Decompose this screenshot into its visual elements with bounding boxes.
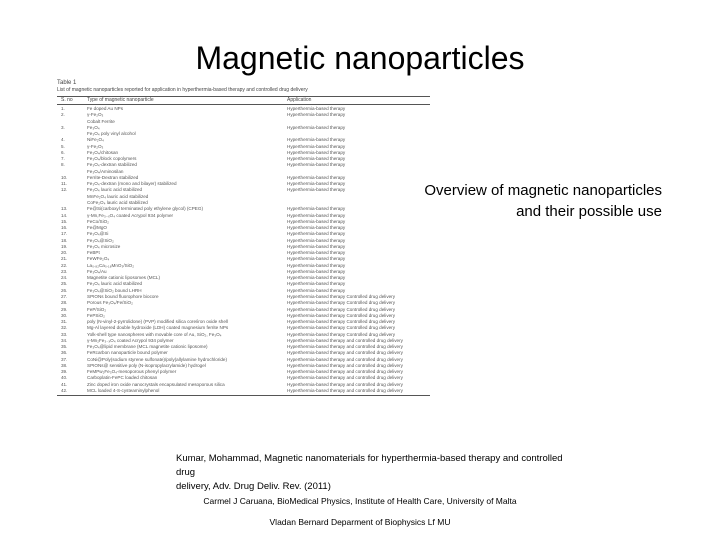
row-number: 38. — [61, 362, 68, 368]
reference-line-1: Kumar, Mohammad, Magnetic nanomaterials for hyperthermia-based therapy and controlled drug — [176, 453, 563, 478]
row-application: Hyperthermia-based therapy and controlled drug delivery — [287, 362, 403, 368]
row-application: Hyperthermia-based therapy and controlled drug delivery — [287, 356, 403, 362]
row-number: 39. — [61, 369, 68, 375]
row-type: Ferrite-Dextran stabilized — [87, 174, 139, 180]
row-number: 4. — [61, 137, 65, 143]
table-header-rule — [57, 104, 430, 105]
row-number: 18. — [61, 237, 68, 243]
row-type: La₀.₈₂Ca₀.₁₈MnO₃/SiO₂ — [87, 262, 135, 268]
row-type: FeCo/SiO₂ — [87, 218, 109, 224]
row-application: Hyperthermia-based therapy — [287, 174, 346, 180]
row-application: Hyperthermia-based therapy — [287, 212, 346, 218]
overview-line-1: Overview of magnetic nanoparticles — [424, 182, 662, 199]
row-application: Hyperthermia-based therapy — [287, 268, 346, 274]
row-application: Hyperthermia-based therapy — [287, 275, 346, 281]
row-number: 8. — [61, 162, 65, 168]
row-number: 13. — [61, 206, 68, 212]
row-application: Hyperthermia-based therapy — [287, 162, 346, 168]
row-number: 5. — [61, 143, 65, 149]
row-type: FePSiO₂ — [87, 312, 105, 318]
row-type: Fe₃O₄@SiO₂ — [87, 237, 114, 243]
author-credit: Carmel J Caruana, BioMedical Physics, Institute of Health Care, University of Malta — [203, 496, 517, 506]
header-application: Application — [287, 97, 312, 103]
row-number: 22. — [61, 262, 68, 268]
row-type: MCL loaded 4-S-cysteaminylphenol — [87, 387, 160, 393]
row-application: Hyperthermia-based therapy and controlled drug delivery — [287, 369, 403, 375]
row-type: Fe₃O₄/Aminosilan — [87, 168, 124, 174]
row-type: Fe₃O₄/chitosan — [87, 149, 119, 155]
row-number: 26. — [61, 287, 68, 293]
row-type: Fe@MgO — [87, 225, 107, 231]
row-type: SPIONs bound fluorophore biocore — [87, 293, 159, 299]
row-application: Hyperthermia-based therapy and controlled drug delivery — [287, 381, 403, 387]
row-number: 11. — [61, 181, 68, 187]
row-type: Zinc doped iron oxide nanocrystals encapsulated mesoporous silica — [87, 381, 225, 387]
row-type: Cobalt Ferrite — [87, 118, 115, 124]
row-number: 6. — [61, 149, 65, 155]
row-type: γ-Mn₂Fe₃₋ₓO₄ coated Acrypol 934 polymer — [87, 337, 174, 343]
row-number: 20. — [61, 250, 68, 256]
row-application: Hyperthermia-based therapy and controlled drug delivery — [287, 344, 403, 350]
row-application: Hyperthermia-based therapy Controlled drug delivery — [287, 293, 396, 299]
row-type: Fe₃O₄/Au — [87, 268, 107, 274]
row-application: Hyperthermia-based therapy and controlled drug delivery — [287, 375, 403, 381]
row-type: Fe₃O₄/block copolymers — [87, 156, 137, 162]
row-type: Fe@Si(carboxyl terminated poly ethylene glycol) (CPEG) — [87, 206, 203, 212]
row-number: 35. — [61, 344, 68, 350]
row-number: 25. — [61, 281, 68, 287]
row-type: Fe₃O₄-dextran stabilized — [87, 162, 137, 168]
row-application: Hyperthermia-based therapy — [287, 187, 346, 193]
table-label: Table 1 — [57, 80, 77, 86]
reference-line-2: delivery, Adv. Drug Deliv. Rev. (2011) — [176, 481, 331, 492]
row-type: Carboplatin-FePC loaded chitosan — [87, 375, 158, 381]
slide-title: Magnetic nanoparticles — [195, 40, 525, 76]
row-number: 23. — [61, 268, 68, 274]
header-type: Type of magnetic nanoparticle — [87, 97, 154, 103]
row-type: γ-Fe₂O₃ — [87, 112, 104, 118]
row-type: Fe₃O₄@Si — [87, 231, 109, 237]
row-type: Fe₃O₄@SiO₂ bound LHRH — [87, 287, 142, 293]
department-credit: Vladan Bernard Deparment of Biophysics Lf MU — [269, 517, 451, 527]
header-sno: S. no — [61, 97, 73, 103]
row-number: 10. — [61, 174, 68, 180]
row-type: FeP/SiO₂ — [87, 306, 107, 312]
row-number: 33. — [61, 331, 68, 337]
row-number: 28. — [61, 300, 68, 306]
table-row — [57, 388, 430, 394]
row-application: Hyperthermia-based therapy Controlled drug delivery — [287, 300, 396, 306]
row-type: Fe₃O₄ — [87, 124, 100, 130]
row-number: 27. — [61, 293, 68, 299]
row-application: Hyperthermia-based therapy Controlled drug delivery — [287, 312, 396, 318]
row-number: 19. — [61, 243, 68, 249]
row-type: Fe doped Au NPs — [87, 106, 124, 111]
row-number: 36. — [61, 350, 68, 356]
reference-citation — [176, 452, 576, 494]
row-application: Hyperthermia-based therapy Controlled drug delivery — [287, 306, 396, 312]
overview-caption — [370, 180, 662, 222]
row-application: Hyperthermia-based therapy — [287, 181, 346, 187]
row-type: FeWFe₂O₄ — [87, 256, 110, 262]
row-application: Hyperthermia-based therapy — [287, 106, 346, 111]
row-application: Hyperthermia-based therapy — [287, 206, 346, 212]
row-application: Hyperthermia-based therapy — [287, 243, 346, 249]
row-application: Hyperthermia-based therapy — [287, 112, 346, 118]
row-type: Fe₃O₄ poly vinyl alcohol — [87, 131, 136, 137]
row-type: Fe₃O₄ lauric acid stabilized — [87, 187, 143, 193]
row-type: FeBPt — [87, 250, 100, 256]
row-type: FeMPw₂Fe₃O₄-mesoporous phenyl polymer — [87, 369, 177, 375]
row-application: Hyperthermia-based therapy — [287, 225, 346, 231]
row-application: Hyperthermia-based therapy and controlled drug delivery — [287, 350, 403, 356]
row-application: Hyperthermia-based therapy — [287, 137, 346, 143]
row-application: Hyperthermia-based therapy — [287, 124, 346, 130]
row-application: Hyperthermia-based therapy — [287, 218, 346, 224]
row-number: 14. — [61, 212, 68, 218]
row-application: Hyperthermia-based therapy — [287, 237, 346, 243]
row-application: Hyperthermia-based therapy — [287, 262, 346, 268]
row-number: 1. — [61, 106, 65, 111]
table-bottom-rule — [57, 395, 430, 396]
row-type: Fe₃O₄-dextran (mono and bilayer) stabilized — [87, 181, 177, 187]
row-number: 34. — [61, 337, 68, 343]
row-number: 37. — [61, 356, 68, 362]
row-number: 42. — [61, 387, 68, 393]
table-caption: List of magnetic nanoparticles reported for application in hyperthermia-based therapy and controlled drug delivery — [57, 87, 308, 93]
row-application: Hyperthermia-based therapy — [287, 281, 346, 287]
row-number: 15. — [61, 218, 68, 224]
row-type: MnFe₂O₄ lauric acid stabilized — [87, 193, 149, 199]
row-type: FeRcarbon nanoparticle bound polymer — [87, 350, 168, 356]
row-number: 41. — [61, 381, 68, 387]
row-application: Hyperthermia-based therapy Controlled drug delivery — [287, 325, 396, 331]
table-header — [57, 97, 430, 104]
row-application: Hyperthermia-based therapy and controlled drug delivery — [287, 387, 403, 393]
row-type: SPIONs@ sensitive poly (N-isopropylacrylamide) hydrogel — [87, 362, 206, 368]
row-number: 31. — [61, 319, 68, 325]
row-number: 32. — [61, 325, 68, 331]
row-type: Porous Fe₃O₄/Fe/SiO₂ — [87, 300, 133, 306]
row-type: Mg-Al layered double hydroxide (LDH) coated magnesium ferrite NPs — [87, 325, 229, 331]
row-type: Fe₃O₄ microsize — [87, 243, 121, 249]
row-type: γ-Mn,Fe₃₋ₓO₄ coated Acrypol 934 polymer — [87, 212, 174, 218]
row-number: 40. — [61, 375, 68, 381]
row-application: Hyperthermia-based therapy — [287, 143, 346, 149]
row-number: 17. — [61, 231, 68, 237]
row-number: 24. — [61, 275, 68, 281]
row-number: 21. — [61, 256, 68, 262]
row-number: 3. — [61, 124, 65, 130]
row-application: Hyperthermia-based therapy Controlled drug delivery — [287, 331, 396, 337]
row-number: 30. — [61, 312, 68, 318]
row-type: CoNi@Poly(sodium styrene sulfonate)/poly(allylamine hydrochloride) — [87, 356, 227, 362]
row-application: Hyperthermia-based therapy and controlled drug delivery — [287, 337, 403, 343]
row-number: 2. — [61, 112, 65, 118]
row-type: NiFe₂O₄ — [87, 137, 104, 143]
row-number: 16. — [61, 225, 68, 231]
table-body — [57, 106, 430, 394]
row-number: 29. — [61, 306, 68, 312]
row-application: Hyperthermia-based therapy Controlled drug delivery — [287, 319, 396, 325]
row-type: CoFe₂O₄ lauric acid stabilized — [87, 199, 148, 205]
row-number: 12. — [61, 187, 68, 193]
overview-line-2: and their possible use — [516, 203, 662, 220]
row-type: Fe₃O₄ lauric acid stabilized — [87, 281, 143, 287]
row-number: 7. — [61, 156, 65, 162]
row-application: Hyperthermia-based therapy — [287, 156, 346, 162]
row-application: Hyperthermia-based therapy — [287, 256, 346, 262]
row-application: Hyperthermia-based therapy — [287, 231, 346, 237]
row-type: Fe₃O₄@lipid membrane (MCL magnetite cationic liposome) — [87, 344, 208, 350]
row-type: Magnetite cationic liposomes (MCL) — [87, 275, 161, 281]
row-type: γ-Fe₂O₃ — [87, 143, 104, 149]
row-type: poly (N-vinyl-2-pyrrolidone) (PVP) modified silica core/iron oxide shell — [87, 319, 228, 325]
row-application: Hyperthermia-based therapy — [287, 149, 346, 155]
nanoparticle-table — [57, 80, 430, 446]
row-application: Hyperthermia-based therapy — [287, 250, 346, 256]
row-type: Yolk-shell type nanospheres with movable core of Au, SiO₂, Fe₃O₄ — [87, 331, 222, 337]
row-application: Hyperthermia-based therapy — [287, 287, 346, 293]
